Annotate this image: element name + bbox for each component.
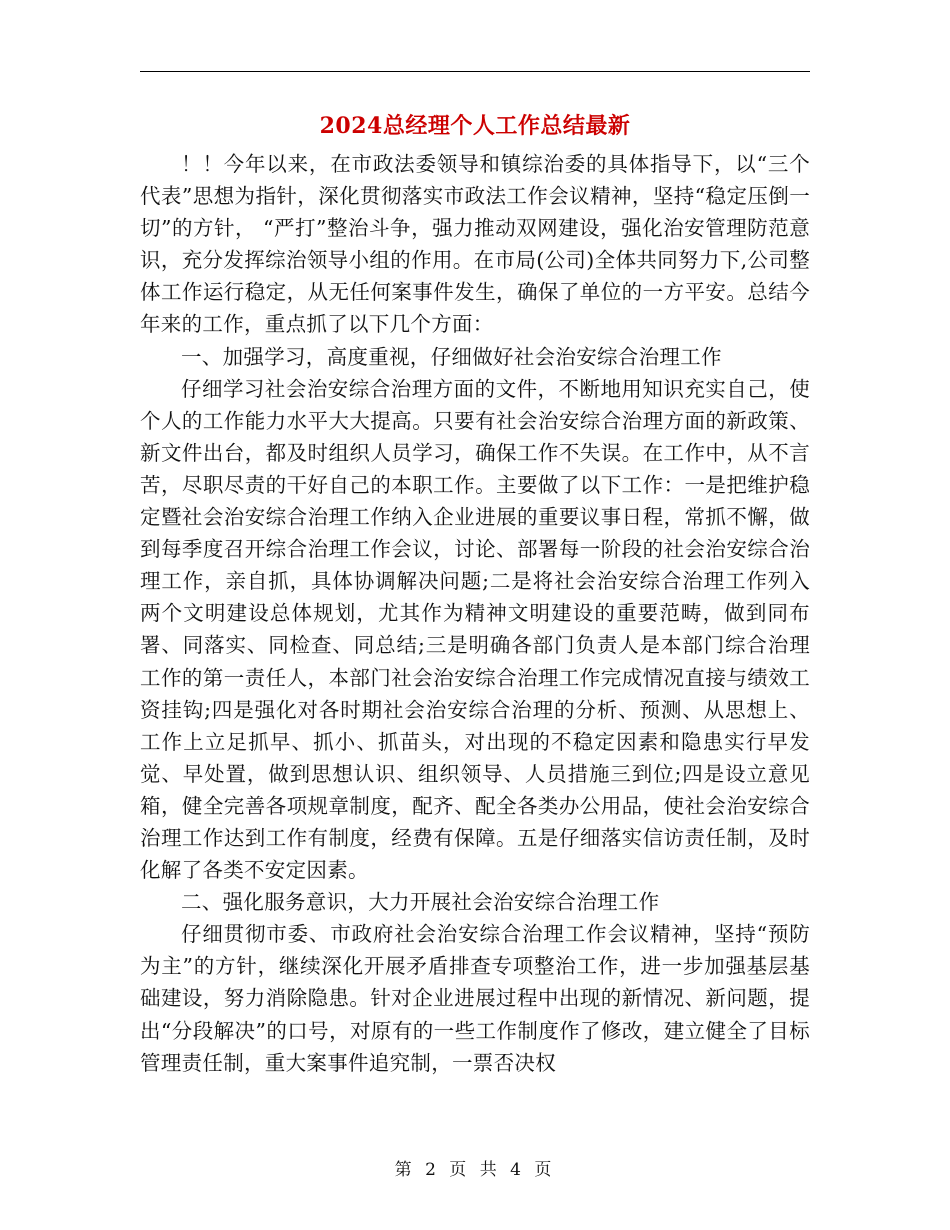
paragraph-section-1: 仔细学习社会治安综合治理方面的文件，不断地用知识充实自己，使个人的工作能力水平大大提高。只要有社会治安综合治理方面的新政策、新文件出台，都及时组织人员学习，确保工作不失误。在工作中，从不言苦，尽职尽责的干好自己的本职工作。主要做了以下工作：一是把维护稳定暨社会治安综合治理工作纳入企业进展的重要议事日程，常抓不懈，做到每季度召开综合治理工作会议，讨论、部署每一阶段的社会治安综合治理工作，亲自抓，具体协调解决问题;二是将社会治安综合治理工作列入两个文明建设总体规划，尤其作为精神文明建设的重要范畴，做到同布署、同落实、同检查、同总结;三是明确各部门负责人是本部门综合治理工作的第一责任人，本部门社会治安综合治理工作完成情况直接与绩效工资挂钩;四是强化对各时期社会治安综合治理的分析、预测、从思想上、工作上立足抓早、抓小、抓苗头，对出现的不稳定因素和隐患实行早发觉、早处置，做到思想认识、组织领导、人员措施三到位;四是设立意见箱，健全完善各项规章制度，配齐、配全各类办公用品，使社会治安综合治理工作达到工作有制度，经费有保障。五是仔细落实信访责任制，及时化解了各类不安定因素。	[140, 376, 810, 883]
document-title: 2024总经理个人工作总结最新	[319, 113, 631, 139]
header-rule	[140, 71, 810, 72]
document-body	[140, 148, 810, 1079]
section-heading-2: 二、强化服务意识，大力开展社会治安综合治理工作	[181, 890, 660, 915]
section-heading-1: 一、加强学习，高度重视，仔细做好社会治安综合治理工作	[181, 344, 722, 369]
paragraph-section-2: 仔细贯彻市委、市政府社会治安综合治理工作会议精神，坚持“预防为主”的方针，继续深化开展矛盾排查专项整治工作，进一步加强基层基础建设，努力消除隐患。针对企业进展过程中出现的新情况、新问题，提出“分段解决”的口号，对原有的一些工作制度作了修改，建立健全了目标管理责任制，重大案事件追究制，一票否决权	[140, 922, 810, 1075]
page-number-footer: 第 2 页 共 4 页	[394, 1160, 556, 1180]
paragraph-intro: ！！今年以来，在市政法委领导和镇综治委的具体指导下，以“三个代表”思想为指针，深化贯彻落实市政法工作会议精神，坚持“稳定压倒一切”的方针， “严打”整治斗争，强力推动双网建设，强化治安管理防范意识，充分发挥综治领导小组的作用。在市局(公司)全体共同努力下,公司整体工作运行稳定，从无任何案事件发生，确保了单位的一方平安。总结今年来的工作，重点抓了以下几个方面：	[140, 152, 810, 337]
